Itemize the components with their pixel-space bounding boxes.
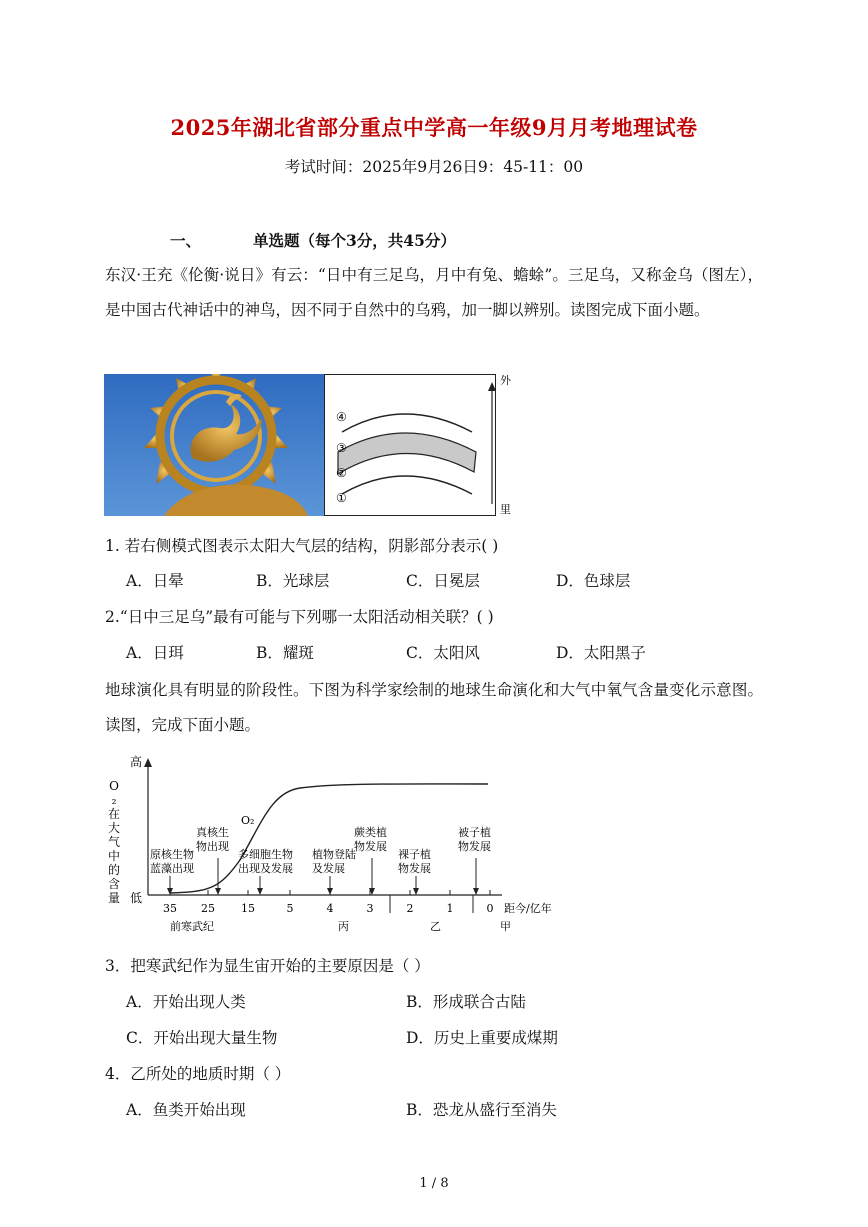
- event-label-line1: 原核生物: [150, 848, 194, 861]
- event-label-line1: 植物登陆: [312, 848, 356, 861]
- x-axis-label: 距今/亿年: [504, 902, 552, 915]
- q1-option-a[interactable]: A．日晕: [126, 572, 184, 590]
- exam-title: 2025年湖北省部分重点中学高一年级9月月考地理试卷: [170, 115, 698, 140]
- era-label-yi: 乙: [430, 920, 441, 933]
- q2-option-d[interactable]: D．太阳黑子: [556, 644, 646, 662]
- event-label-line1: 被子植: [458, 826, 491, 839]
- question-3-stem: 3．把寒武纪作为显生宙开始的主要原因是（ ）: [105, 957, 430, 975]
- q3-option-c[interactable]: C．开始出现大量生物: [126, 1029, 278, 1047]
- event-arrowhead: [327, 888, 333, 895]
- x-tick-label: 5: [286, 902, 294, 915]
- section-heading: [170, 229, 456, 251]
- o2-curve-label: O₂: [241, 814, 255, 827]
- y-label-char: O: [109, 779, 119, 793]
- y-high-label: 高: [130, 755, 143, 769]
- event-label-line2: 物发展: [458, 840, 491, 853]
- y-axis-label: [108, 779, 120, 905]
- event-label-line2: 出现及发展: [238, 862, 293, 875]
- page-number: 1 / 8: [419, 1176, 449, 1191]
- era-label-bing: 丙: [338, 920, 349, 933]
- y-label-char: 的: [107, 863, 121, 877]
- x-tick-label: 35: [163, 902, 177, 915]
- axis-label-outer: 外: [500, 374, 511, 387]
- x-tick-label: 0: [486, 902, 494, 915]
- x-tick-label: 4: [326, 902, 334, 915]
- x-tick-label: 1: [446, 902, 454, 915]
- event-label-line1: 蕨类植: [354, 826, 387, 839]
- q3-option-b[interactable]: B．形成联合古陆: [406, 993, 526, 1011]
- y-label-char: 中: [107, 849, 121, 863]
- passage-1: 东汉·王充《伦衡·说日》有云：“日中有三足乌，月中有兔、蟾蜍”。三足乌，又称金乌（图左），是中国古代神话中的神鸟，因不同于自然中的乌鸦，加一脚以辨别。读图完成下面小题。: [105, 266, 763, 319]
- q2-option-c[interactable]: C．太阳风: [406, 644, 480, 662]
- era-label-precambrian: 前寒武纪: [170, 920, 214, 933]
- x-tick-label: 15: [241, 902, 255, 915]
- section-number: 一、: [170, 231, 202, 250]
- question-1-stem: 1. 若右侧模式图表示太阳大气层的结构，阴影部分表示( ): [105, 537, 499, 555]
- exam-time: 考试时间：2025年9月26日9：45-11：00: [284, 158, 584, 176]
- event-arrowhead: [215, 888, 221, 895]
- q4-option-a[interactable]: A．鱼类开始出现: [126, 1101, 246, 1119]
- y-low-label: 低: [130, 891, 143, 905]
- event-label-line1: 裸子植: [398, 848, 431, 861]
- y-label-char: 气: [107, 835, 121, 849]
- q3-option-a[interactable]: A．开始出现人类: [126, 993, 246, 1011]
- golden-crow-image: [104, 374, 324, 516]
- section-title: 单选题（每个3分，共45分）: [253, 231, 456, 250]
- q4-option-b[interactable]: B．恐龙从盛行至消失: [406, 1101, 557, 1119]
- layer-label-1: ①: [336, 491, 347, 505]
- event-label-line1: 真核生: [196, 826, 229, 839]
- event-label-line2: 物出现: [196, 840, 229, 853]
- y-label-char: ₂: [111, 793, 117, 807]
- event-arrowhead: [473, 888, 479, 895]
- y-label-char: 含: [107, 877, 121, 891]
- y-label-char: 大: [107, 821, 121, 835]
- question-2-stem: 2.“日中三足乌”最有可能与下列哪一太阳活动相关联？( ): [105, 608, 494, 626]
- x-tick-label: 3: [366, 902, 374, 915]
- q1-option-c[interactable]: C．日冕层: [406, 572, 480, 590]
- oxygen-evolution-chart: [100, 750, 580, 940]
- event-annotations: [150, 825, 491, 895]
- q3-option-d[interactable]: D．历史上重要成煤期: [406, 1029, 558, 1047]
- q2-option-a[interactable]: A．日珥: [126, 644, 184, 662]
- y-label-char: 量: [107, 891, 121, 905]
- axis-label-inner: 里: [500, 503, 511, 516]
- era-label-jia: 甲: [500, 920, 511, 933]
- x-ticks: [163, 890, 494, 915]
- event-label-line2: 物发展: [398, 862, 431, 875]
- event-label-line2: 物发展: [354, 840, 387, 853]
- layer-label-3: ③: [336, 441, 347, 455]
- question-4-stem: 4．乙所处的地质时期（ ）: [105, 1065, 291, 1083]
- event-arrowhead: [413, 888, 419, 895]
- x-tick-label: 2: [406, 902, 414, 915]
- q1-option-b[interactable]: B．光球层: [256, 572, 330, 590]
- q1-option-d[interactable]: D．色球层: [556, 572, 631, 590]
- q2-option-b[interactable]: B．耀斑: [256, 644, 314, 662]
- passage-2: 地球演化具有明显的阶段性。下图为科学家绘制的地球生命演化和大气中氧气含量变化示意图。读图，完成下面小题。: [105, 681, 763, 734]
- golden-crow-photo: [104, 374, 324, 516]
- y-axis-arrowhead: [144, 758, 152, 767]
- layer-label-4: ④: [336, 410, 347, 424]
- event-arrowhead: [257, 888, 263, 895]
- event-label-line2: 及发展: [312, 862, 345, 875]
- solar-atmosphere-diagram: [324, 374, 520, 516]
- event-label-line1: 多细胞生物: [238, 848, 293, 861]
- event-label-line2: 蓝藻出现: [150, 862, 194, 875]
- y-label-char: 在: [107, 807, 121, 821]
- x-tick-label: 25: [201, 902, 215, 915]
- event-arrowhead: [167, 888, 173, 895]
- layer-label-2: ②: [336, 466, 347, 480]
